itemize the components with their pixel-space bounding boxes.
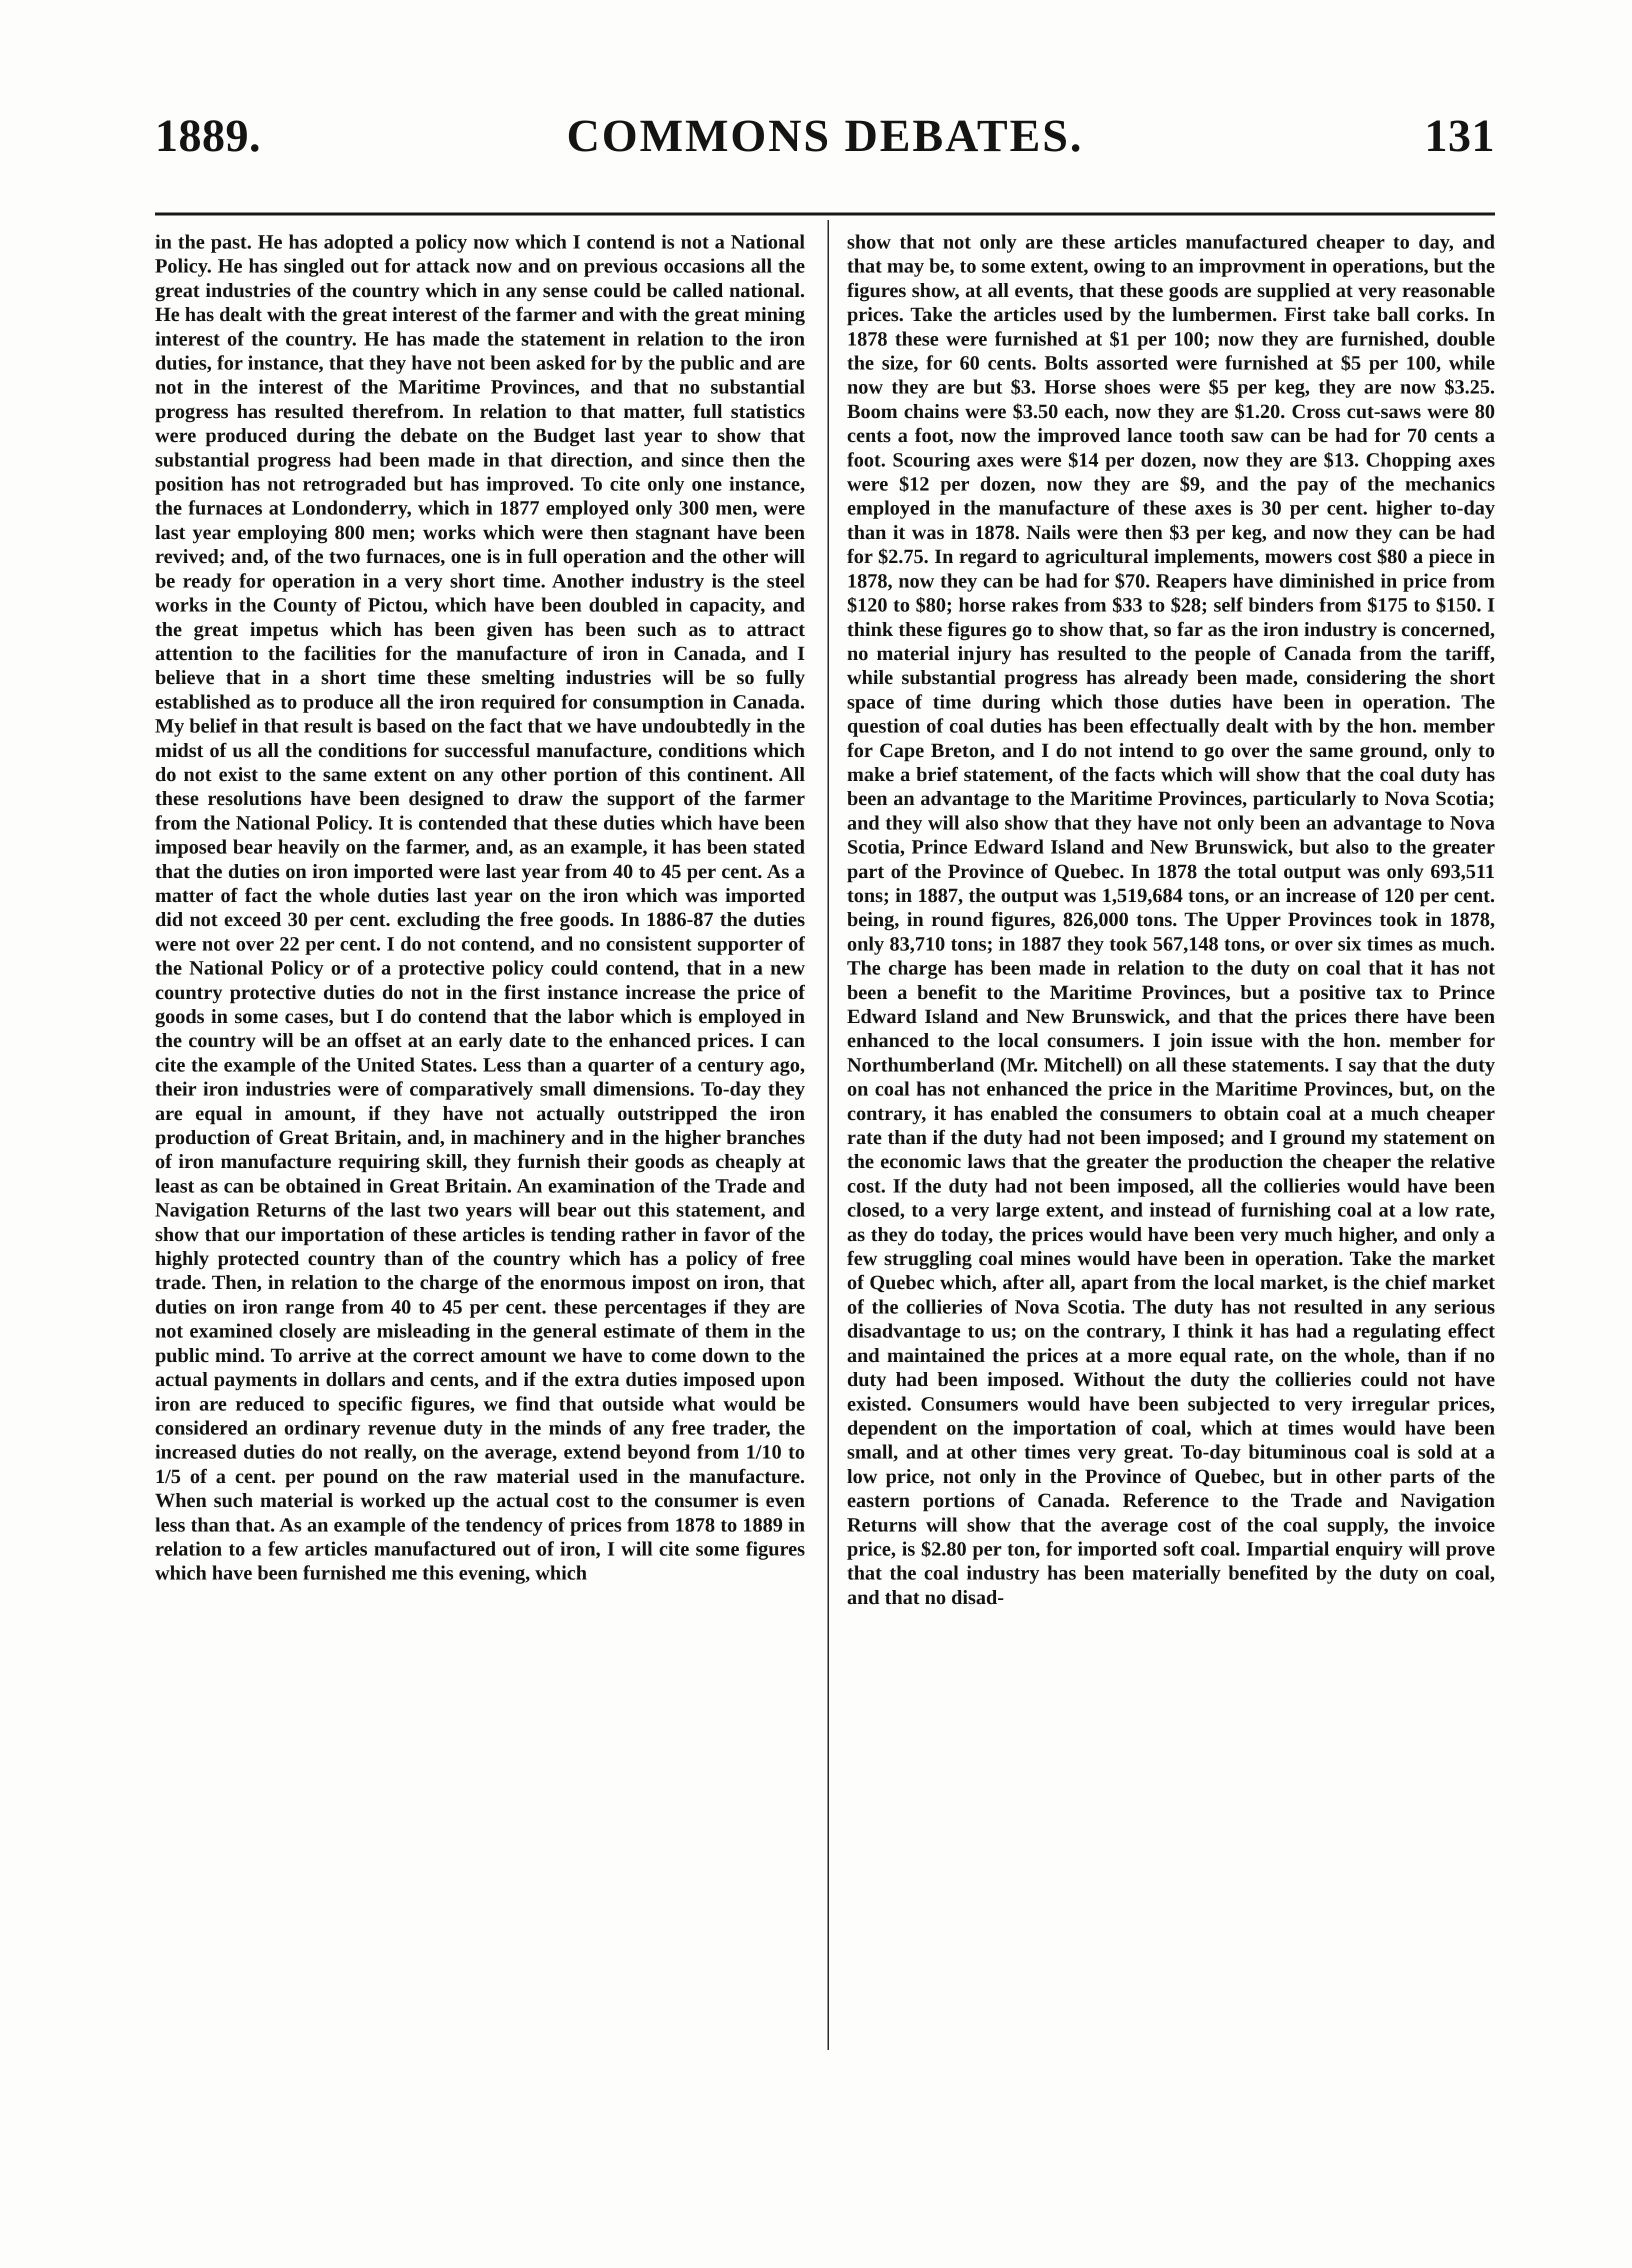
header-page-number: 131 bbox=[1424, 110, 1495, 161]
right-column bbox=[847, 230, 1495, 2060]
header-rule bbox=[155, 212, 1495, 216]
header-year: 1889. bbox=[155, 110, 261, 161]
right-column-text: show that not only are these articles manufactured cheaper to day, and that may be, to some extent, owing to an improvment in operations, but the figures show, at all events, that these goods are supplied at very reasonable prices. Take the articles used by the lumbermen. First take ball corks. In 1878 these were furnished at $1 per 100; now they are furnished, double the size, for 60 cents. Bolts assorted were furnished at $5 per 100, while now they are but $3. Horse shoes were $5 per keg, they are now $3.25. Boom chains were $3.50 each, now they are $1.20. Cross cut-saws were 80 cents a foot, now the improved lance tooth saw can be had for 70 cents a foot. Scouring axes were $14 per dozen, now they are $13. Chopping axes were $12 per dozen, now they are $9, and the pay of the mechanics employed in the manufacture of these axes is 30 per cent. higher to-day than it was in 1878. Nails were then $3 per keg, and now they can be had for $2.75. In regard to agricultural implements, mowers cost $80 a piece in 1878, now they can be had for $70. Reapers have diminished in price from $120 to $80; horse rakes from $33 to $28; self binders from $175 to $150. I think these figures go to show that, so far as the iron industry is concerned, no material injury has resulted to the people of Canada from the tariff, while substantial progress has already been made, considering the short space of time during which those duties have been in operation. The question of coal duties has been effectually dealt with by the hon. member for Cape Breton, and I do not intend to go over the same ground, only to make a brief statement, of the facts which will show that the coal duty has been an advantage to the Maritime Provinces, particularly to Nova Scotia; and they will also show that they have not only been an advantage to Nova Scotia, Prince Edward Island and New Brunswick, but also to the greater part of the Province of Quebec. In 1878 the total output was only 693,511 tons; in 1887, the output was 1,519,684 tons, or an increase of 120 per cent. being, in round figures, 826,000 tons. The Upper Provinces took in 1878, only 83,710 tons; in 1887 they took 567,148 tons, or over six times as much. The charge has been made in relation to the duty on coal that it has not been a benefit to the Maritime Provinces, but a positive tax to Prince Edward Island and New Brunswick, and that the prices there have been enhanced to the local consumers. I join issue with the hon. member for Northumberland (Mr. Mitchell) on all these statements. I say that the duty on coal has not enhanced the price in the Maritime Provinces, but, on the contrary, it has enabled the consumers to obtain coal at a much cheaper rate than if the duty had not been imposed; and I ground my statement on the economic laws that the greater the production the cheaper the relative cost. If the duty had not been imposed, all the collieries would have been closed, to a very large extent, and instead of furnishing coal at a low rate, as they do today, the prices would have been very much higher, and only a few struggling coal mines would have been in operation. Take the market of Quebec which, after all, apart from the local market, is the chief market of the collieries of Nova Scotia. The duty has not resulted in any serious disadvantage to us; on the contrary, I think it has had a regulating effect and maintained the prices at a more equal rate, on the whole, than if no duty had been imposed. Without the duty the collieries could not have existed. Consumers would have been subjected to very irregular prices, dependent on the importation of coal, which at times would have been small, and at other times very great. To-day bituminous coal is sold at a low price, not only in the Province of Quebec, but in other parts of the eastern portions of Canada. Reference to the Trade and Navigation Returns will show that the average cost of the coal supply, the invoice price, is $2.80 per ton, for imported soft coal. Impartial enquiry will prove that the coal industry has been materially benefited by the duty on coal, and that no disad- bbox=[847, 230, 1495, 1608]
column-divider bbox=[828, 220, 829, 2050]
header-title: COMMONS DEBATES. bbox=[566, 110, 1084, 161]
page-header bbox=[155, 109, 1495, 184]
left-column bbox=[155, 230, 805, 2060]
left-column-text: in the past. He has adopted a policy now which I contend is not a National Policy. He has singled out for attack now and on previous occasions all the great industries of the country which in any sense could be called national. He has dealt with the great interest of the farmer and with the great mining interest of the country. He has made the statement in relation to the iron duties, for instance, that they have not been asked for by the public and are not in the interest of the Maritime Provinces, and that no substantial progress has resulted therefrom. In relation to that matter, full statistics were produced during the debate on the Budget last year to show that substantial progress had been made in that direction, and since then the position has not retrograded but has improved. To cite only one instance, the furnaces at Londonderry, which in 1877 employed only 300 men, were last year employing 800 men; works which were then stagnant have been revived; and, of the two furnaces, one is in full operation and the other will be ready for operation in a very short time. Another industry is the steel works in the County of Pictou, which have been doubled in capacity, and the great impetus which has been given has been such as to attract attention to the facilities for the manufacture of iron in Canada, and I believe that in a short time these smelting industries will be so fully established as to produce all the iron required for consumption in Canada. My belief in that result is based on the fact that we have undoubtedly in the midst of us all the conditions for successful manufacture, conditions which do not exist to the same extent on any other portion of this continent. All these resolutions have been designed to draw the support of the farmer from the National Policy. It is contended that these duties which have been imposed bear heavily on the farmer, and, as an example, it has been stated that the duties on iron imported were last year from 40 to 45 per cent. As a matter of fact the whole duties last year on the iron which was imported did not exceed 30 per cent. excluding the free goods. In 1886-87 the duties were not over 22 per cent. I do not contend, and no consistent supporter of the National Policy or of a protective policy could contend, that in a new country protective duties do not in the first instance increase the price of goods in some cases, but I do contend that the labor which is employed in the country will be an offset at an early date to the enhanced prices. I can cite the example of the United States. Less than a quarter of a century ago, their iron industries were of comparatively small dimensions. To-day they are equal in amount, if they have not actually outstripped the iron production of Great Britain, and, in machinery and in the higher branches of iron manufacture requiring skill, they furnish their goods as cheaply at least as can be obtained in Great Britain. An examination of the Trade and Navigation Returns of the last two years will bear out this statement, and show that our importation of these articles is tending rather in favor of the highly protected country than of the country which has a policy of free trade. Then, in relation to the charge of the enormous impost on iron, that duties on iron range from 40 to 45 per cent. these percentages if they are not examined closely are misleading in the general estimate of them in the public mind. To arrive at the correct amount we have to come down to the actual payments in dollars and cents, and if the extra duties imposed upon iron are reduced to specific figures, we find that outside what would be considered an ordinary revenue duty in the minds of any free trader, the increased duties do not really, on the average, extend beyond from 1/10 to 1/5 of a cent. per pound on the raw material used in the manufacture. When such material is worked up the actual cost to the consumer is even less than that. As an example of the tendency of prices from 1878 to 1889 in relation to a few articles manufactured out of iron, I will cite some figures which have been furnished me this evening, which bbox=[155, 230, 805, 1584]
